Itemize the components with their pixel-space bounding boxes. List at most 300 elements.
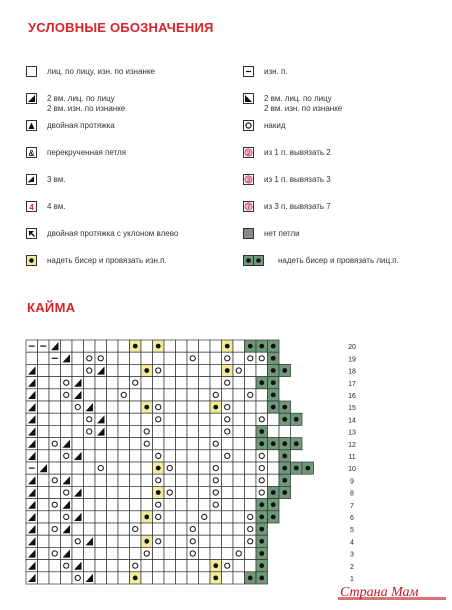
bead-mark — [282, 478, 287, 483]
chart-cell — [26, 523, 38, 535]
chart-cell — [49, 474, 61, 486]
chart-cell — [130, 462, 142, 474]
chart-cell — [210, 547, 222, 559]
chart-cell — [49, 413, 61, 425]
bead-mark — [282, 368, 287, 373]
bead-mark — [271, 344, 276, 349]
chart-cell — [84, 474, 96, 486]
chart-cell — [199, 535, 211, 547]
chart-cell — [49, 450, 61, 462]
legend-label-line: перекрученная петля — [47, 148, 126, 157]
chart-cell — [268, 474, 280, 486]
chart-cell — [164, 425, 176, 437]
chart-cell — [164, 547, 176, 559]
chart-cell — [233, 523, 245, 535]
chart-cell — [107, 425, 119, 437]
chart-cell — [130, 547, 142, 559]
chart-cell — [256, 413, 268, 425]
chart-cell — [222, 572, 234, 584]
chart-cell — [222, 413, 234, 425]
bead-mark — [259, 380, 264, 385]
chart-cell — [84, 377, 96, 389]
chart-cell — [233, 486, 245, 498]
chart-cell — [72, 425, 84, 437]
chart-cell — [118, 450, 130, 462]
chart-cell — [187, 377, 199, 389]
chart-cell — [118, 352, 130, 364]
chart-cell — [141, 377, 153, 389]
chart-cell — [130, 425, 142, 437]
chart-cell — [130, 535, 142, 547]
chart-cell — [118, 547, 130, 559]
row-number: 18 — [348, 368, 356, 376]
chart-cell — [130, 560, 142, 572]
chart-cell — [176, 413, 188, 425]
chart-cell — [130, 486, 142, 498]
chart-cell — [118, 401, 130, 413]
chart-cell — [199, 572, 211, 584]
bead-mark — [144, 405, 149, 410]
legend-label-line: надеть бисер и провязать изн.п. — [47, 256, 167, 265]
bead-mark — [144, 539, 149, 544]
chart-cell — [153, 377, 165, 389]
chart-cell — [210, 377, 222, 389]
chart-cell — [233, 499, 245, 511]
chart-cell — [245, 523, 257, 535]
chart-cell — [153, 499, 165, 511]
bead-mark — [259, 502, 264, 507]
chart-cell — [107, 499, 119, 511]
svg-text:3: 3 — [246, 177, 251, 184]
chart-cell — [210, 499, 222, 511]
chart-cell — [95, 340, 107, 352]
chart-cell — [187, 352, 199, 364]
chart-cell — [210, 523, 222, 535]
chart-cell — [130, 474, 142, 486]
bead-mark — [225, 368, 230, 373]
chart-title: КАЙМА — [27, 300, 76, 315]
chart-cell — [141, 413, 153, 425]
chart-cell — [176, 535, 188, 547]
chart-cell — [61, 511, 73, 523]
chart-cell — [222, 511, 234, 523]
chart-cell — [130, 499, 142, 511]
chart-cell — [222, 401, 234, 413]
chart-cell — [141, 352, 153, 364]
chart-cell — [199, 462, 211, 474]
chart-cell — [107, 389, 119, 401]
chart-cell — [118, 511, 130, 523]
chart-cell — [107, 486, 119, 498]
chart-cell — [49, 486, 61, 498]
chart-cell — [95, 560, 107, 572]
chart-cell — [107, 523, 119, 535]
chart-cell — [187, 511, 199, 523]
bead-mark — [133, 576, 138, 581]
bead-mark — [144, 368, 149, 373]
chart-cell — [84, 547, 96, 559]
chart-cell — [38, 401, 50, 413]
chart-cell — [268, 413, 280, 425]
chart-cell — [153, 535, 165, 547]
chart-cell — [26, 560, 38, 572]
chart-cell — [84, 450, 96, 462]
chart-cell — [38, 438, 50, 450]
chart-cell — [61, 450, 73, 462]
chart-cell — [61, 389, 73, 401]
chart-cell — [107, 572, 119, 584]
chart-cell — [72, 474, 84, 486]
chart-cell — [199, 450, 211, 462]
chart-cell — [118, 377, 130, 389]
chart-cell — [61, 462, 73, 474]
row-number: 5 — [350, 527, 354, 535]
chart-cell — [164, 486, 176, 498]
chart-cell — [141, 572, 153, 584]
chart-cell — [107, 377, 119, 389]
chart-cell — [176, 499, 188, 511]
chart-cell — [61, 377, 73, 389]
chart-cell — [107, 401, 119, 413]
chart-cell — [84, 499, 96, 511]
bead-mark — [271, 393, 276, 398]
chart-cell — [268, 462, 280, 474]
chart-cell — [84, 511, 96, 523]
chart-cell — [118, 486, 130, 498]
chart-cell — [61, 401, 73, 413]
chart-cell — [141, 425, 153, 437]
bead-mark — [259, 441, 264, 446]
chart-cell — [49, 462, 61, 474]
chart-cell — [199, 340, 211, 352]
chart-cell — [130, 352, 142, 364]
chart-cell — [107, 450, 119, 462]
chart-cell — [199, 499, 211, 511]
chart-cell — [38, 511, 50, 523]
chart-cell — [187, 547, 199, 559]
chart-cell — [84, 438, 96, 450]
chart-cell — [164, 413, 176, 425]
chart-cell — [245, 438, 257, 450]
chart-cell — [176, 462, 188, 474]
bead-mark — [259, 551, 264, 556]
chart-cell — [153, 413, 165, 425]
chart-cell — [210, 486, 222, 498]
chart-cell — [72, 499, 84, 511]
chart-cell — [256, 401, 268, 413]
legend-label-line: 3 вм. — [47, 175, 66, 184]
chart-cell — [130, 438, 142, 450]
chart-cell — [84, 389, 96, 401]
chart-cell — [141, 486, 153, 498]
chart-cell — [233, 462, 245, 474]
chart-cell — [176, 340, 188, 352]
chart-cell — [130, 389, 142, 401]
bead-mark — [294, 417, 299, 422]
chart-cell — [49, 364, 61, 376]
bead-mark — [271, 356, 276, 361]
chart-cell — [245, 377, 257, 389]
bead-mark — [271, 490, 276, 495]
chart-cell — [61, 535, 73, 547]
row-number: 4 — [350, 539, 354, 547]
row-number: 6 — [350, 515, 354, 522]
chart-cell — [107, 560, 119, 572]
chart-cell — [245, 560, 257, 572]
chart-cell — [222, 462, 234, 474]
chart-cell — [199, 511, 211, 523]
chart-cell — [38, 560, 50, 572]
bead-mark — [294, 441, 299, 446]
row-number: 19 — [348, 356, 356, 364]
row-number: 10 — [348, 466, 356, 474]
chart-cell — [164, 462, 176, 474]
legend-label-line: 4 вм. — [47, 202, 66, 211]
chart-cell — [130, 511, 142, 523]
chart-cell — [164, 352, 176, 364]
chart-cell — [49, 535, 61, 547]
chart-cell — [72, 547, 84, 559]
chart-cell — [164, 364, 176, 376]
bead-mark — [271, 368, 276, 373]
legend-label-line: 2 вм. лиц. по лицу — [264, 94, 332, 103]
chart-cell — [95, 499, 107, 511]
bead-mark — [282, 490, 287, 495]
chart-cell — [187, 438, 199, 450]
chart-cell — [84, 523, 96, 535]
chart-cell — [222, 499, 234, 511]
chart-cell — [176, 425, 188, 437]
chart-cell — [176, 450, 188, 462]
chart-cell — [153, 352, 165, 364]
chart-cell — [84, 486, 96, 498]
chart-cell — [118, 340, 130, 352]
chart-cell — [118, 438, 130, 450]
chart-cell — [107, 547, 119, 559]
chart-cell — [153, 560, 165, 572]
chart-cell — [49, 377, 61, 389]
chart-cell — [38, 547, 50, 559]
chart-cell — [95, 438, 107, 450]
chart-cell — [118, 389, 130, 401]
chart-cell — [26, 352, 38, 364]
chart-cell — [222, 560, 234, 572]
bead-mark — [282, 441, 287, 446]
chart-cell — [245, 474, 257, 486]
chart-cell — [256, 450, 268, 462]
bead-mark — [213, 576, 218, 581]
chart-cell — [233, 547, 245, 559]
row-number: 17 — [348, 380, 356, 388]
chart-cell — [210, 462, 222, 474]
chart-cell — [199, 425, 211, 437]
chart-cell — [61, 340, 73, 352]
chart-cell — [38, 474, 50, 486]
chart-cell — [199, 352, 211, 364]
chart-cell — [164, 535, 176, 547]
chart-cell — [95, 377, 107, 389]
chart-cell — [118, 474, 130, 486]
chart-cell — [49, 523, 61, 535]
row-number: 9 — [350, 478, 354, 486]
chart-cell — [72, 560, 84, 572]
chart-cell — [176, 486, 188, 498]
chart-cell — [199, 486, 211, 498]
chart-cell — [233, 438, 245, 450]
chart-cell — [233, 340, 245, 352]
chart-cell — [49, 499, 61, 511]
legend-label-line: надеть бисер и провязать лиц.п. — [278, 256, 399, 265]
chart-cell — [245, 352, 257, 364]
chart-cell — [38, 352, 50, 364]
chart-cell — [199, 474, 211, 486]
chart-cell — [72, 413, 84, 425]
chart-cell — [233, 364, 245, 376]
legend-label-line: из 1 п. вывязать 2 — [264, 148, 331, 157]
chart-cell — [233, 572, 245, 584]
chart-cell — [153, 401, 165, 413]
chart-cell — [153, 572, 165, 584]
chart-cell — [245, 462, 257, 474]
chart-cell — [210, 352, 222, 364]
chart-cell — [38, 425, 50, 437]
chart-cell — [153, 450, 165, 462]
chart-cell — [49, 425, 61, 437]
chart-cell — [176, 572, 188, 584]
chart-cell — [61, 523, 73, 535]
chart-cell — [233, 413, 245, 425]
chart-cell — [61, 486, 73, 498]
chart-cell — [141, 474, 153, 486]
chart-cell — [61, 425, 73, 437]
chart-cell — [141, 523, 153, 535]
chart-cell — [256, 462, 268, 474]
chart-cell — [164, 450, 176, 462]
chart-cell — [176, 401, 188, 413]
chart-cell — [233, 450, 245, 462]
row-number: 20 — [348, 344, 356, 352]
chart-cell — [187, 486, 199, 498]
bead-mark — [259, 576, 264, 581]
chart-cell — [176, 474, 188, 486]
chart-cell — [187, 560, 199, 572]
chart-cell — [187, 364, 199, 376]
chart-cell — [84, 425, 96, 437]
chart-cell — [61, 560, 73, 572]
chart-cell — [84, 462, 96, 474]
chart-cell — [199, 364, 211, 376]
chart-cell — [72, 352, 84, 364]
row-number: 13 — [348, 429, 356, 437]
chart-cell — [210, 511, 222, 523]
chart-cell — [222, 352, 234, 364]
chart-cell — [72, 364, 84, 376]
chart-cell — [38, 535, 50, 547]
chart-cell — [95, 547, 107, 559]
legend-label-line: из 1 п. вывязать 3 — [264, 175, 331, 184]
chart-cell — [210, 425, 222, 437]
chart-cell — [164, 499, 176, 511]
chart-cell — [210, 450, 222, 462]
bead-mark — [305, 466, 310, 471]
svg-text:2: 2 — [246, 150, 251, 157]
chart-cell — [176, 389, 188, 401]
row-number: 15 — [348, 405, 356, 413]
chart-cell — [141, 450, 153, 462]
chart-cell — [107, 364, 119, 376]
chart-cell — [72, 535, 84, 547]
bead-mark — [225, 344, 230, 349]
chart-cell — [222, 438, 234, 450]
chart-cell — [199, 438, 211, 450]
chart-cell — [164, 340, 176, 352]
chart-cell — [84, 413, 96, 425]
chart-cell — [210, 413, 222, 425]
chart-cell — [38, 377, 50, 389]
bead-mark — [156, 344, 161, 349]
chart-cell — [72, 572, 84, 584]
chart-cell — [187, 499, 199, 511]
row-number: 14 — [348, 417, 356, 425]
chart-cell — [118, 560, 130, 572]
chart-cell — [222, 389, 234, 401]
chart-cell — [176, 560, 188, 572]
legend-label-line: двойная протяжка с уклоном влево — [47, 229, 179, 238]
chart-cell — [38, 389, 50, 401]
chart-cell — [153, 425, 165, 437]
chart-cell — [141, 389, 153, 401]
legend-label-line: нет петли — [264, 229, 300, 238]
row-number: 11 — [348, 454, 356, 461]
chart-cell — [141, 340, 153, 352]
chart-cell — [222, 523, 234, 535]
chart-cell — [164, 523, 176, 535]
chart-cell — [95, 389, 107, 401]
legend-label-line: двойная протяжка — [47, 121, 115, 130]
chart-cell — [210, 474, 222, 486]
bead-mark — [282, 417, 287, 422]
chart-cell — [164, 389, 176, 401]
chart-cell — [49, 401, 61, 413]
legend-title: УСЛОВНЫЕ ОБОЗНАЧЕНИЯ — [28, 20, 214, 35]
chart-cell — [199, 523, 211, 535]
bead-mark — [271, 502, 276, 507]
chart-cell — [245, 389, 257, 401]
chart-cell — [222, 474, 234, 486]
chart-cell — [176, 511, 188, 523]
legend-label-line: изн. п. — [264, 67, 288, 76]
chart-cell — [38, 413, 50, 425]
chart-cell — [222, 425, 234, 437]
chart-cell — [187, 523, 199, 535]
row-number: 16 — [348, 393, 356, 400]
chart-cell — [245, 535, 257, 547]
legend-label-line: 2 вм. изн. по изнанке — [264, 104, 343, 113]
chart-cell — [130, 364, 142, 376]
chart-cell — [187, 535, 199, 547]
chart-cell — [164, 560, 176, 572]
chart-cell — [222, 547, 234, 559]
chart-cell — [187, 450, 199, 462]
bead-mark — [271, 515, 276, 520]
bead-mark — [213, 405, 218, 410]
chart-cell — [176, 364, 188, 376]
chart-cell — [118, 364, 130, 376]
svg-text:7: 7 — [246, 204, 251, 211]
chart-cell — [153, 474, 165, 486]
chart-cell — [153, 511, 165, 523]
legend-label-line: из 3 п. вывязать 7 — [264, 202, 331, 211]
